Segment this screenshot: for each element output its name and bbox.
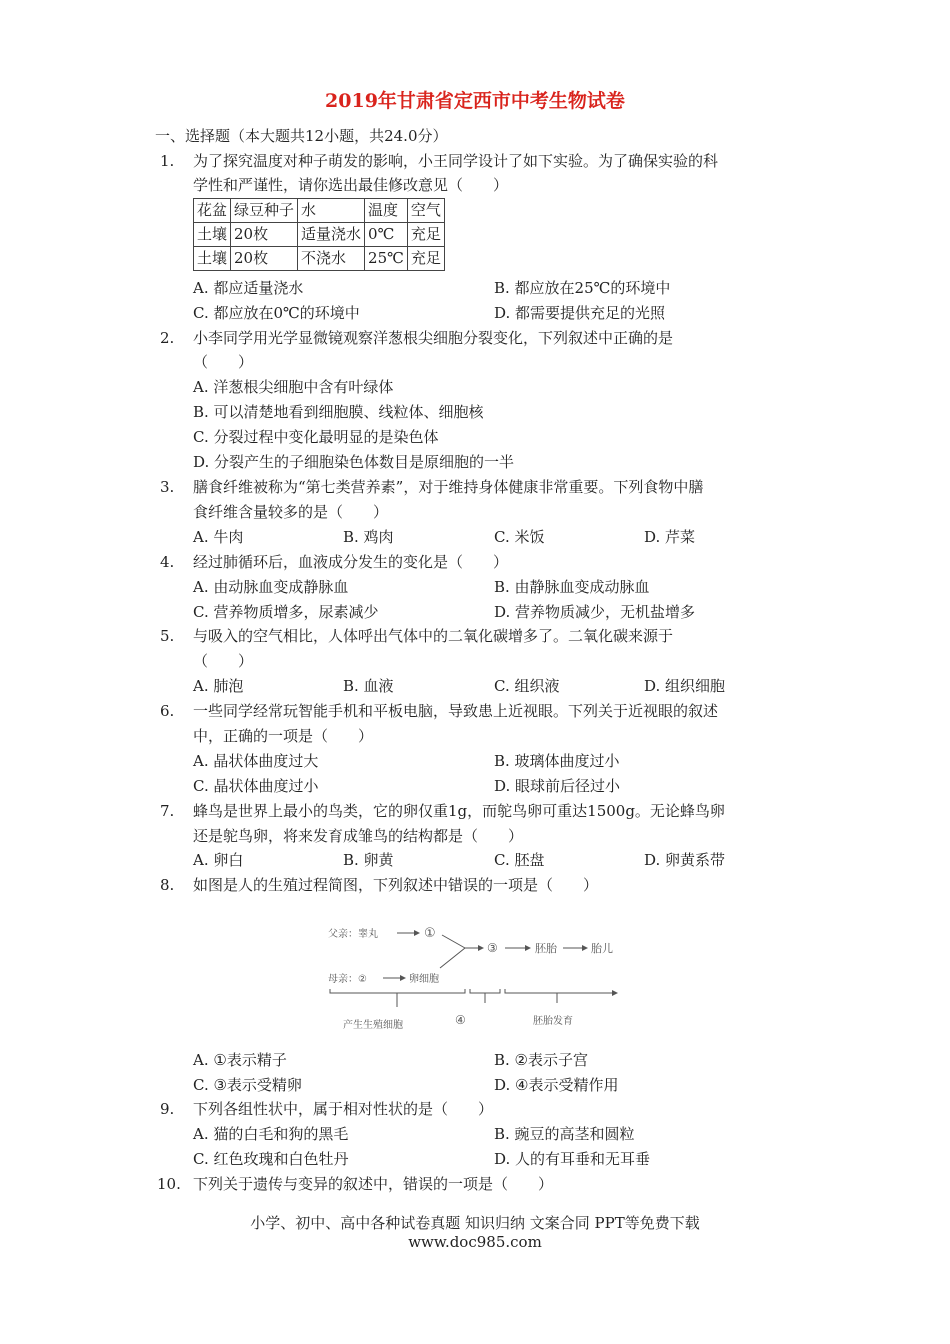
option-c: C. 胚盘 <box>494 851 545 869</box>
page-title: 2019年甘肃省定西市中考生物试卷 <box>325 90 625 112</box>
option-b: B. 可以清楚地看到细胞膜、线粒体、细胞核 <box>193 403 484 421</box>
question-text: （ ） <box>193 652 254 670</box>
option-b: B. 血液 <box>343 677 394 695</box>
stage-label-embryo: 胚胎发育 <box>533 1016 573 1027</box>
option-b: B. 豌豆的高茎和圆粒 <box>494 1125 635 1143</box>
reproduction-diagram <box>325 915 625 1040</box>
section-heading: 一、选择题（本大题共12小题，共24.0分） <box>155 127 448 145</box>
label-circle-1: ① <box>424 926 436 941</box>
table-header: 花盆 <box>194 199 231 223</box>
footer-text: 小学、初中、高中各种试卷真题 知识归纳 文案合同 PPT等免费下载 <box>250 1214 700 1232</box>
question-number: 7. <box>160 802 175 820</box>
experiment-table <box>193 198 445 271</box>
option-b: B. 都应放在25℃的环境中 <box>494 279 671 297</box>
option-b: B. ②表示子宫 <box>494 1051 589 1069</box>
option-c: C. 都应放在0℃的环境中 <box>193 304 360 322</box>
table-header: 温度 <box>365 199 408 223</box>
question-number: 6. <box>160 702 175 720</box>
question-text: 下列关于遗传与变异的叙述中，错误的一项是（ ） <box>193 1175 554 1193</box>
mother-label: 母亲：② <box>328 974 367 985</box>
father-label: 父亲：睾丸 <box>328 929 378 940</box>
option-d: D. 芹菜 <box>644 528 696 546</box>
stage-label-gametes: 产生生殖细胞 <box>343 1020 403 1031</box>
option-a: A. 牛肉 <box>193 528 244 546</box>
question-text: 与吸入的空气相比，人体呼出气体中的二氧化碳增多了。二氧化碳来源于 <box>193 627 674 645</box>
bracket-line <box>505 989 617 993</box>
bracket-line <box>330 989 465 993</box>
table-header-row <box>194 199 445 223</box>
bracket-line <box>470 989 500 993</box>
option-c: C. ③表示受精卵 <box>193 1076 302 1094</box>
option-c: C. 分裂过程中变化最明显的是染色体 <box>193 428 439 446</box>
option-d: D. 分裂产生的子细胞染色体数目是原细胞的一半 <box>193 453 515 471</box>
option-d: D. 都需要提供充足的光照 <box>494 304 666 322</box>
question-text: （ ） <box>193 353 254 371</box>
question-number: 8. <box>160 876 175 894</box>
option-a: A. ①表示精子 <box>193 1051 287 1069</box>
join-line <box>442 935 465 948</box>
option-d: D. 卵黄系带 <box>644 851 726 869</box>
fetus-label: 胎儿 <box>591 942 613 955</box>
table-cell: 20枚 <box>231 223 298 247</box>
option-a: A. 由动脉血变成静脉血 <box>193 578 349 596</box>
option-c: C. 组织液 <box>494 677 560 695</box>
question-text: 如图是人的生殖过程简图，下列叙述中错误的一项是（ ） <box>193 876 599 894</box>
option-a: A. 都应适量浇水 <box>193 279 304 297</box>
question-text: 下列各组性状中，属于相对性状的是（ ） <box>193 1100 494 1118</box>
option-b: B. 玻璃体曲度过小 <box>494 752 620 770</box>
question-text: 一些同学经常玩智能手机和平板电脑，导致患上近视眼。下列关于近视眼的叙述 <box>193 702 719 720</box>
table-row <box>194 247 445 271</box>
question-text: 学性和严谨性，请你选出最佳修改意见（ ） <box>193 176 509 194</box>
table-cell: 适量浇水 <box>298 223 365 247</box>
table-cell: 充足 <box>407 223 444 247</box>
table-cell: 20枚 <box>231 247 298 271</box>
table-header: 空气 <box>407 199 444 223</box>
question-text: 还是鸵鸟卵，将来发育成雏鸟的结构都是（ ） <box>193 827 524 845</box>
table-cell: 不浇水 <box>298 247 365 271</box>
table-header: 绿豆种子 <box>231 199 298 223</box>
table-cell: 25℃ <box>365 247 408 271</box>
table-cell: 土壤 <box>194 223 231 247</box>
option-d: D. ④表示受精作用 <box>494 1076 619 1094</box>
option-a: A. 肺泡 <box>193 677 244 695</box>
question-number: 5. <box>160 627 175 645</box>
option-d: D. 营养物质减少，无机盐增多 <box>494 603 696 621</box>
table-row <box>194 223 445 247</box>
table-cell: 土壤 <box>194 247 231 271</box>
option-d: D. 人的有耳垂和无耳垂 <box>494 1150 651 1168</box>
option-a: A. 洋葱根尖细胞中含有叶绿体 <box>193 378 394 396</box>
question-number: 3. <box>160 478 175 496</box>
option-c: C. 晶状体曲度过小 <box>193 777 319 795</box>
question-text: 中，正确的一项是（ ） <box>193 727 374 745</box>
option-a: A. 晶状体曲度过大 <box>193 752 319 770</box>
label-circle-4: ④ <box>455 1013 466 1027</box>
question-text: 膳食纤维被称为“第七类营养素”，对于维持身体健康非常重要。下列食物中膳 <box>193 478 704 496</box>
option-a: A. 猫的白毛和狗的黑毛 <box>193 1125 349 1143</box>
question-text: 经过肺循环后，血液成分发生的变化是（ ） <box>193 553 509 571</box>
question-text: 蜂鸟是世界上最小的鸟类，它的卵仅重1g，而鸵鸟卵可重达1500g。无论蜂鸟卵 <box>193 802 725 820</box>
question-number: 1. <box>160 152 175 170</box>
question-text: 为了探究温度对种子萌发的影响，小王同学设计了如下实验。为了确保实验的科 <box>193 152 719 170</box>
join-line <box>440 948 465 968</box>
option-d: D. 眼球前后径过小 <box>494 777 621 795</box>
embryo-label: 胚胎 <box>535 942 557 955</box>
option-d: D. 组织细胞 <box>644 677 726 695</box>
question-number: 4. <box>160 553 175 571</box>
option-b: B. 由静脉血变成动脉血 <box>494 578 650 596</box>
option-b: B. 卵黄 <box>343 851 394 869</box>
question-number: 2. <box>160 329 175 347</box>
table-cell: 充足 <box>407 247 444 271</box>
question-number: 9. <box>160 1100 175 1118</box>
label-circle-3: ③ <box>487 941 498 955</box>
footer-link[interactable]: www.doc985.com <box>408 1233 542 1251</box>
table-header: 水 <box>298 199 365 223</box>
question-number: 10. <box>157 1175 181 1193</box>
option-b: B. 鸡肉 <box>343 528 394 546</box>
question-text: 小李同学用光学显微镜观察洋葱根尖细胞分裂变化，下列叙述中正确的是 <box>193 329 674 347</box>
option-c: C. 米饭 <box>494 528 545 546</box>
option-a: A. 卵白 <box>193 851 244 869</box>
question-text: 食纤维含量较多的是（ ） <box>193 503 389 521</box>
option-c: C. 营养物质增多，尿素减少 <box>193 603 379 621</box>
option-c: C. 红色玫瑰和白色牡丹 <box>193 1150 349 1168</box>
table-cell: 0℃ <box>365 223 408 247</box>
egg-label: 卵细胞 <box>409 974 439 985</box>
